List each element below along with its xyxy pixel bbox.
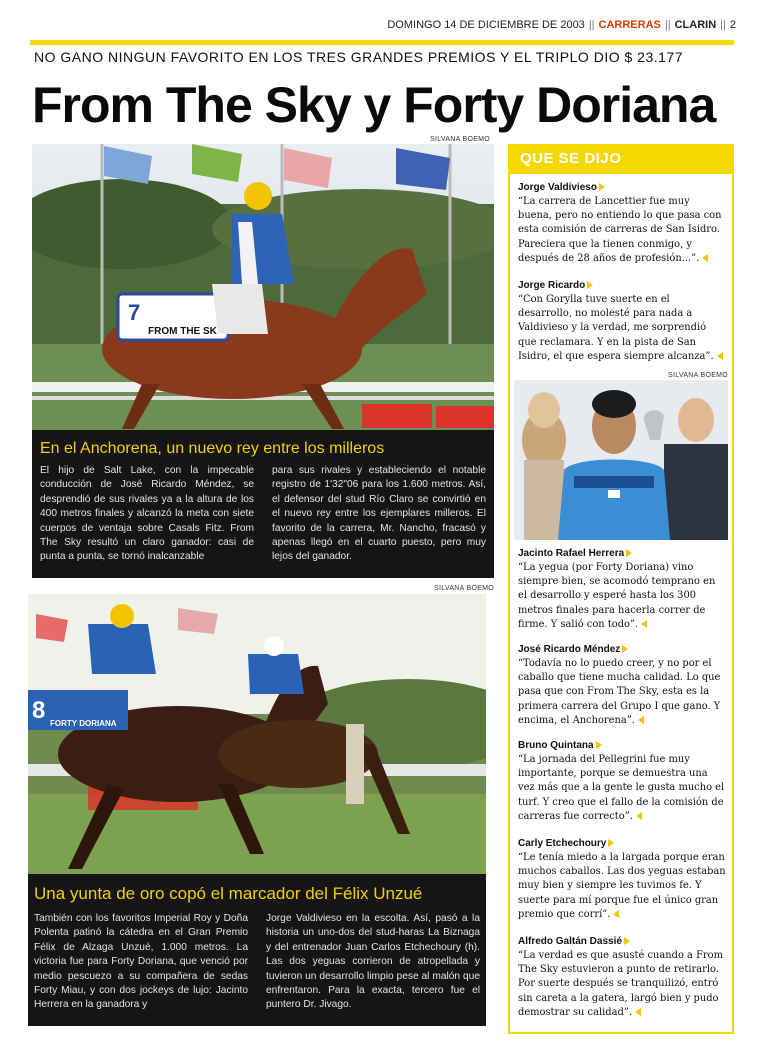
quote-text: “La yegua (por Forty Doriana) vino siempre bien, se acomodó temprano en el desarrollo y esperé hasta los 300 metros finales para hacerla correr de firme. Y salió con todo”. xyxy=(518,562,716,630)
arrow-right-icon xyxy=(608,839,614,847)
arrow-right-icon xyxy=(622,645,628,653)
quote-author: Jorge Ricardo xyxy=(518,280,586,291)
story1-col1: El hijo de Salt Lake, con la impecable conducción de José Ricardo Méndez, se desprendió de sus rivales ya a la altura de los 400 metros finales y alcanzó la meta con siete cuerpos de ventaja sobre Casals Fitz. From The Sky resultó un claro ganador: casi de punta a punta, se tornó inalcanzable xyxy=(40,465,254,563)
arrow-left-icon xyxy=(636,812,642,820)
arrow-left-icon xyxy=(613,910,619,918)
story1-col2: para sus rivales y estableciendo el notable registro de 1'32"06 para los 1.600 metros. Así, el defensor del stud Río Claro se convirtió en el nuevo rey entre los ejemplares milleros. El favorito de la carrera, Mr. Nancho, fracasó y apenas llegó en el cuarto puesto, pero muy lejos del ganador. xyxy=(272,465,486,563)
arrow-right-icon xyxy=(624,937,630,945)
headline: From The Sky y Forty Doriana xyxy=(32,77,716,133)
quote-item xyxy=(518,280,726,364)
header-section: CARRERAS xyxy=(598,19,661,31)
quote-item xyxy=(518,936,726,1020)
photo2-saddle-text: FORTY DORIANA xyxy=(50,719,117,728)
story2-col2: Jorge Valdivieso en la escolta. Así, pasó a la historia un uno-dos del stud-haras La Biznaga y del entrenador Juan Carlos Etchechoury (h). Las dos yeguas corrieron de atropellada y tuvieron un desarrollo limpio pese al malón que enfrentaron. Para la exacta, tercero fue el puntero Dr. Jivago. xyxy=(266,913,480,1011)
quote-author: Alfredo Galtán Dassié xyxy=(518,936,622,947)
quote-author: Carly Etchechoury xyxy=(518,838,607,849)
photo-jockeys xyxy=(514,380,728,540)
arrow-left-icon xyxy=(638,716,644,724)
arrow-left-icon xyxy=(635,1008,641,1016)
quote-item xyxy=(518,644,726,728)
sidebar-title: QUE SE DIJO xyxy=(510,146,732,174)
photo1-saddle-number: 7 xyxy=(128,300,141,325)
story1-columns xyxy=(32,464,494,565)
quote-text: “Le tenía miedo a la largada porque eran muchos caballos. Las dos yeguas estaban muy bien y siempre les tuvimos fe. Y suerte para mí porque fue el único gran premio que corrí”. xyxy=(518,852,726,920)
header-separator: || xyxy=(588,19,595,31)
quote-text: “Todavía no lo puedo creer, y no por el caballo que tiene mucha calidad. Lo que pasa que con From The Sky, esta es la primera carrera del Grupo I que gano. Y encima, el Anchorena”. xyxy=(518,658,721,726)
sidebar-photo-credit: SILVANA BOEMO xyxy=(668,372,729,379)
quote-item xyxy=(518,838,726,922)
arrow-left-icon xyxy=(702,254,708,262)
quote-text: “La verdad es que asusté cuando a From The Sky estuvieron a punto de retirarlo. Por suerte después se tranquilizó, entró sin careta a la gatera, largó bien y pudo demostrar su calidad”. xyxy=(518,950,723,1018)
header-paper: CLARIN xyxy=(674,19,717,31)
story2-title: Una yunta de oro copó el marcador del Félix Unzué xyxy=(34,884,423,903)
quote-item xyxy=(518,548,726,632)
photo2-credit: SILVANA BOEMO xyxy=(434,585,495,592)
header-page-number: 2 xyxy=(729,19,736,31)
sidebar-que-se-dijo xyxy=(508,144,734,1034)
arrow-right-icon xyxy=(599,183,605,191)
photo-forty-doriana xyxy=(28,594,486,874)
story2-col1: También con los favoritos Imperial Roy y Doña Polenta patinó la cátedra en el Gran Premio Félix de Alzaga Unzué, 1.000 metros. La victoria fue para Forty Doriana, que venció por medio pescuezo a su compañera de sedas Forty Miau, y con dos jockeys de lujo: Jacinto Herrera en la ganadora y xyxy=(34,913,248,1011)
photo1-credit: SILVANA BOEMO xyxy=(430,136,491,143)
arrow-left-icon xyxy=(641,620,647,628)
quote-item xyxy=(518,740,726,824)
subhead: NO GANO NINGUN FAVORITO EN LOS TRES GRANDES PREMIOS Y EL TRIPLO DIO $ 23.177 xyxy=(34,49,683,65)
quote-author: Jorge Valdivieso xyxy=(518,182,597,193)
story2-box xyxy=(28,874,486,1026)
arrow-right-icon xyxy=(626,549,632,557)
arrow-right-icon xyxy=(596,741,602,749)
arrow-right-icon xyxy=(587,281,593,289)
yellow-rule xyxy=(30,40,734,45)
quote-text: “Con Gorylla tuve suerte en el desarrollo, no molesté para nada a Valdivieso y la verdad, me sorprendió que reclamara. Y en la pista de San Isidro, el que espera siempre alcanza”. xyxy=(518,294,714,362)
header-separator: || xyxy=(664,19,671,31)
photo-from-the-sky xyxy=(32,144,494,430)
story1-title: En el Anchorena, un nuevo rey entre los milleros xyxy=(40,440,385,457)
arrow-left-icon xyxy=(717,352,723,360)
quote-text: “La carrera de Lancettier fue muy buena, pero no entiendo lo que pasa con esta comisión de carreras de San Isidro. Pareciera que la tienen conmigo, y después de 28 años de profesión...”. xyxy=(518,196,722,264)
quote-author: José Ricardo Méndez xyxy=(518,644,621,655)
quote-author: Jacinto Rafael Herrera xyxy=(518,548,625,559)
quote-author: Bruno Quintana xyxy=(518,740,594,751)
photo1-saddle-text: FROM THE SK xyxy=(148,326,217,337)
page-header xyxy=(30,14,736,36)
quote-item xyxy=(518,182,726,266)
header-date: DOMINGO 14 DE DICIEMBRE DE 2003 xyxy=(387,19,585,31)
story1-box xyxy=(32,430,494,578)
photo2-saddle-number: 8 xyxy=(32,697,46,724)
quote-text: “La jornada del Pellegrini fue muy importante, porque se demuestra una vez más que a la gente le gusta mucho el turf. Y creo que el fallo de la comisión de carreras fue correcto”. xyxy=(518,754,725,822)
story2-columns xyxy=(28,912,486,1013)
header-separator: || xyxy=(720,19,726,31)
